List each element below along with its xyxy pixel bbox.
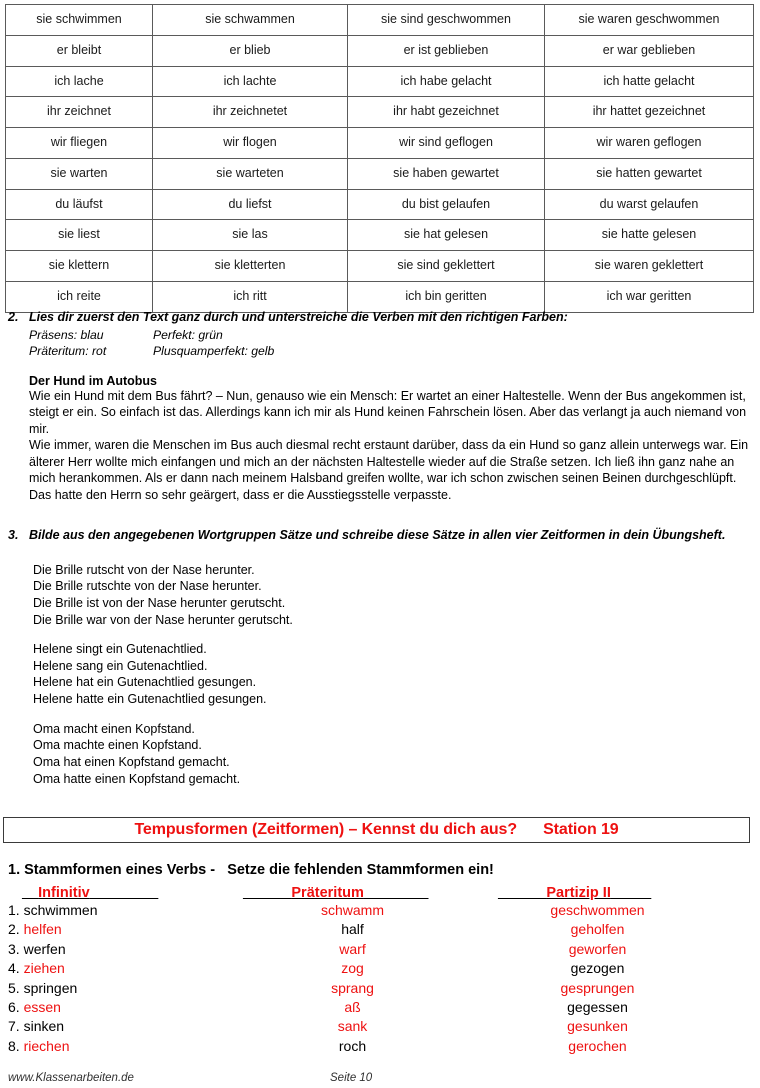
table-row: [6, 35, 754, 66]
infinitiv-value: helfen: [23, 921, 62, 938]
exercise-2-heading: Lies dir zuerst den Text ganz durch und unterstreiche die Verben mit den richtigen Farben:: [29, 310, 568, 324]
exercise-2-number: 2.: [8, 310, 19, 324]
stammformen-infinitiv-cell: [8, 960, 65, 976]
exercise-2: [0, 310, 760, 503]
sentence-line: Oma machte einen Kopfstand.: [33, 738, 202, 753]
partizip-value: gesunken: [567, 1018, 628, 1035]
table-cell: sie klettern: [6, 251, 153, 282]
table-row: [6, 189, 754, 220]
table-cell: wir flogen: [153, 128, 348, 159]
infinitiv-value: werfen: [23, 940, 66, 957]
praeteritum-value: warf: [339, 940, 366, 957]
table-cell: ich bin geritten: [348, 281, 545, 312]
sentence-line: Die Brille rutscht von der Nase herunter.: [33, 562, 255, 577]
row-number: 5.: [8, 979, 24, 996]
stammformen-row: [0, 921, 760, 940]
table-cell: ihr habt gezeichnet: [348, 97, 545, 128]
exercise-3: [0, 528, 760, 787]
sentence-line: Die Brille war von der Nase herunter gerutscht.: [33, 612, 293, 627]
table-cell: du liefst: [153, 189, 348, 220]
underline-right: _____: [610, 885, 652, 901]
table-row: [6, 66, 754, 97]
sentence-line: Die Brille ist von der Nase herunter gerutscht.: [33, 595, 286, 610]
praeteritum-value: schwamm: [320, 902, 384, 918]
stammformen-infinitiv-cell: [8, 941, 66, 957]
table-row: [6, 281, 754, 312]
table-cell: wir fliegen: [6, 128, 153, 159]
row-number: 8.: [8, 1037, 24, 1054]
legend-row: [29, 343, 760, 359]
conjugation-table-wrapper: [5, 4, 753, 313]
table-cell: er war geblieben: [545, 35, 754, 66]
station-title-box: [3, 817, 750, 843]
exercise-3-heading: Bilde aus den angegebenen Wortgruppen Sätze und schreibe diese Sätze in allen vier Zeitformen in dein Übungsheft.: [29, 528, 726, 542]
underline-left: ______: [243, 885, 292, 901]
sentence-line: Oma hatte einen Kopfstand gemacht.: [33, 771, 241, 786]
partizip-value: gegessen: [567, 998, 628, 1015]
table-cell: ihr hattet gezeichnet: [545, 97, 754, 128]
row-number: 3.: [8, 940, 24, 957]
sentence-line: Oma macht einen Kopfstand.: [33, 721, 195, 736]
table-cell: ich lache: [6, 66, 153, 97]
sentence-line: Helene sang ein Gutenachtlied.: [33, 658, 208, 673]
table-cell: sie sind geschwommen: [348, 5, 545, 36]
table-cell: sie kletterten: [153, 251, 348, 282]
stammformen-row: [0, 980, 760, 999]
table-cell: sie waren geklettert: [545, 251, 754, 282]
partizip-value: gezogen: [570, 960, 625, 977]
legend-praeteritum: Präteritum: rot: [29, 344, 107, 359]
table-cell: sie hatten gewartet: [545, 158, 754, 189]
sentence-line: Helene hat ein Gutenachtlied gesungen.: [33, 675, 257, 690]
station-title: Tempusformen (Zeitformen) – Kennst du dich aus? Station 19: [134, 821, 619, 838]
table-cell: du bist gelaufen: [348, 189, 545, 220]
infinitiv-value: springen: [23, 979, 78, 996]
partizip-value: geworfen: [568, 940, 627, 957]
conjugation-table: [5, 4, 754, 313]
stammformen-infinitiv-cell: [8, 1018, 64, 1034]
table-row: [6, 97, 754, 128]
legend-praesens: Präsens: blau: [29, 327, 104, 342]
table-cell: ich lachte: [153, 66, 348, 97]
stammformen-row: [0, 941, 760, 960]
stammformen-rows: [0, 902, 760, 1057]
footer-page-number: Seite 10: [330, 1072, 373, 1084]
table-cell: ihr zeichnet: [6, 97, 153, 128]
row-number: 4.: [8, 960, 24, 977]
legend-plusquamperfekt: Plusquamperfekt: gelb: [153, 344, 275, 359]
row-number: 2.: [8, 921, 24, 938]
praeteritum-value: sank: [337, 1018, 368, 1035]
table-row: [6, 5, 754, 36]
table-cell: du läufst: [6, 189, 153, 220]
table-cell: ich war geritten: [545, 281, 754, 312]
column-header-infinitiv: [22, 885, 158, 901]
stammformen-row: [0, 1038, 760, 1057]
table-cell: sie schwammen: [153, 5, 348, 36]
stammformen-infinitiv-cell: [8, 1038, 70, 1054]
stammformen-infinitiv-cell: [8, 999, 61, 1015]
partizip-value: gerochen: [568, 1037, 627, 1054]
underline-right: ________: [363, 885, 429, 901]
table-cell: sie waren geschwommen: [545, 5, 754, 36]
row-number: 6.: [8, 998, 24, 1015]
table-cell: sie hat gelesen: [348, 220, 545, 251]
partizip-value: geholfen: [570, 921, 625, 938]
table-cell: sie schwimmen: [6, 5, 153, 36]
table-cell: ihr zeichnetet: [153, 97, 348, 128]
table-cell: ich reite: [6, 281, 153, 312]
stammformen-infinitiv-cell: [8, 921, 62, 937]
column-label-infinitiv: Infinitiv: [38, 885, 90, 901]
praeteritum-value: roch: [338, 1037, 367, 1054]
infinitiv-value: essen: [23, 998, 61, 1015]
sentence-line: Die Brille rutschte von der Nase herunter.: [33, 579, 262, 594]
table-cell: er blieb: [153, 35, 348, 66]
sentence-line: Oma hat einen Kopfstand gemacht.: [33, 754, 230, 769]
praeteritum-value: half: [341, 921, 364, 938]
sentence-groups: [33, 562, 760, 788]
stammformen-row: [0, 1018, 760, 1037]
column-header-partizip: [498, 885, 651, 901]
table-cell: ich hatte gelacht: [545, 66, 754, 97]
table-cell: wir waren geflogen: [545, 128, 754, 159]
footer-source: www.Klassenarbeiten.de: [8, 1072, 134, 1084]
table-row: [6, 251, 754, 282]
group-spacer: [33, 708, 760, 721]
infinitiv-value: sinken: [23, 1018, 65, 1035]
praeteritum-value: zog: [341, 960, 364, 977]
legend-row: [29, 327, 760, 343]
partizip-value: gesprungen: [560, 979, 635, 996]
row-number: 1.: [8, 902, 24, 918]
legend-perfekt: Perfekt: grün: [153, 327, 223, 342]
table-cell: sie liest: [6, 220, 153, 251]
stammformen-row: [0, 960, 760, 979]
table-cell: wir sind geflogen: [348, 128, 545, 159]
table-cell: ich habe gelacht: [348, 66, 545, 97]
column-header-praeteritum: [243, 885, 428, 901]
table-row: [6, 158, 754, 189]
praeteritum-value: sprang: [331, 979, 374, 996]
infinitiv-value: ziehen: [23, 960, 65, 977]
table-cell: sie warteten: [153, 158, 348, 189]
row-number: 7.: [8, 1018, 24, 1035]
stammformen-row: [0, 999, 760, 1018]
group-spacer: [33, 628, 760, 641]
sentence-line: Helene hatte ein Gutenachtlied gesungen.: [33, 692, 267, 706]
exercise-3-number: 3.: [8, 528, 19, 542]
table-row: [6, 220, 754, 251]
table-cell: sie haben gewartet: [348, 158, 545, 189]
table-cell: sie las: [153, 220, 348, 251]
table-cell: er bleibt: [6, 35, 153, 66]
story-title: Der Hund im Autobus: [29, 373, 158, 388]
table-cell: sie sind geklettert: [348, 251, 545, 282]
praeteritum-value: aß: [344, 998, 361, 1015]
underline-left: ______: [498, 885, 547, 901]
table-cell: du warst gelaufen: [545, 189, 754, 220]
table-row: [6, 128, 754, 159]
infinitiv-value: riechen: [23, 1037, 70, 1054]
underline-right: ________: [89, 885, 159, 901]
column-label-praeteritum: Präteritum: [291, 885, 364, 901]
table-cell: ich ritt: [153, 281, 348, 312]
story-paragraph-2: Wie immer, waren die Menschen im Bus auch diesmal recht erstaunt darüber, dass da ein Hund so ganz allein unterwegs war. Ein älterer Herr wollte mich einfangen und mich an der nächsten Haltestelle wieder auf die Straße setzen. Ich ließ ihn ganz nahe an mich herankommen. Als er dann nach meinem Halsband greifen wollte, war ich schon zwischen seinen Beinen durchgeschlüpft. Das hatte den Herrn so sehr geärgert, dass er die Ausstiegsstelle verpasste.: [29, 438, 749, 502]
stammformen-infinitiv-cell: [8, 980, 77, 996]
stammformen-row: [0, 902, 760, 921]
stammformen-infinitiv-cell: [8, 902, 97, 918]
sentence-line: Helene singt ein Gutenachtlied.: [33, 642, 207, 657]
underline-left: __: [22, 885, 39, 901]
story-paragraph-1: Wie ein Hund mit dem Bus fährt? – Nun, genauso wie ein Mensch: Er wartet an einer Haltestelle. Wenn der Bus angekommen ist, steigt er ein. So einfach ist das. Allerdings kann ich mir als Hund keinen Fahrschein lösen. Aber das verlangt ja auch niemand von mir.: [29, 388, 747, 436]
infinitiv-value: schwimmen: [23, 902, 98, 918]
column-label-partizip: Partizip II: [546, 885, 611, 901]
stammformen-heading: 1. Stammformen eines Verbs - Setze die fehlenden Stammformen ein!: [8, 862, 494, 878]
table-cell: er ist geblieben: [348, 35, 545, 66]
conjugation-table-body: [6, 5, 754, 313]
table-cell: sie hatte gelesen: [545, 220, 754, 251]
exercise-2-color-legend: [29, 327, 760, 360]
table-cell: sie warten: [6, 158, 153, 189]
partizip-value: geschwommen: [550, 902, 645, 918]
